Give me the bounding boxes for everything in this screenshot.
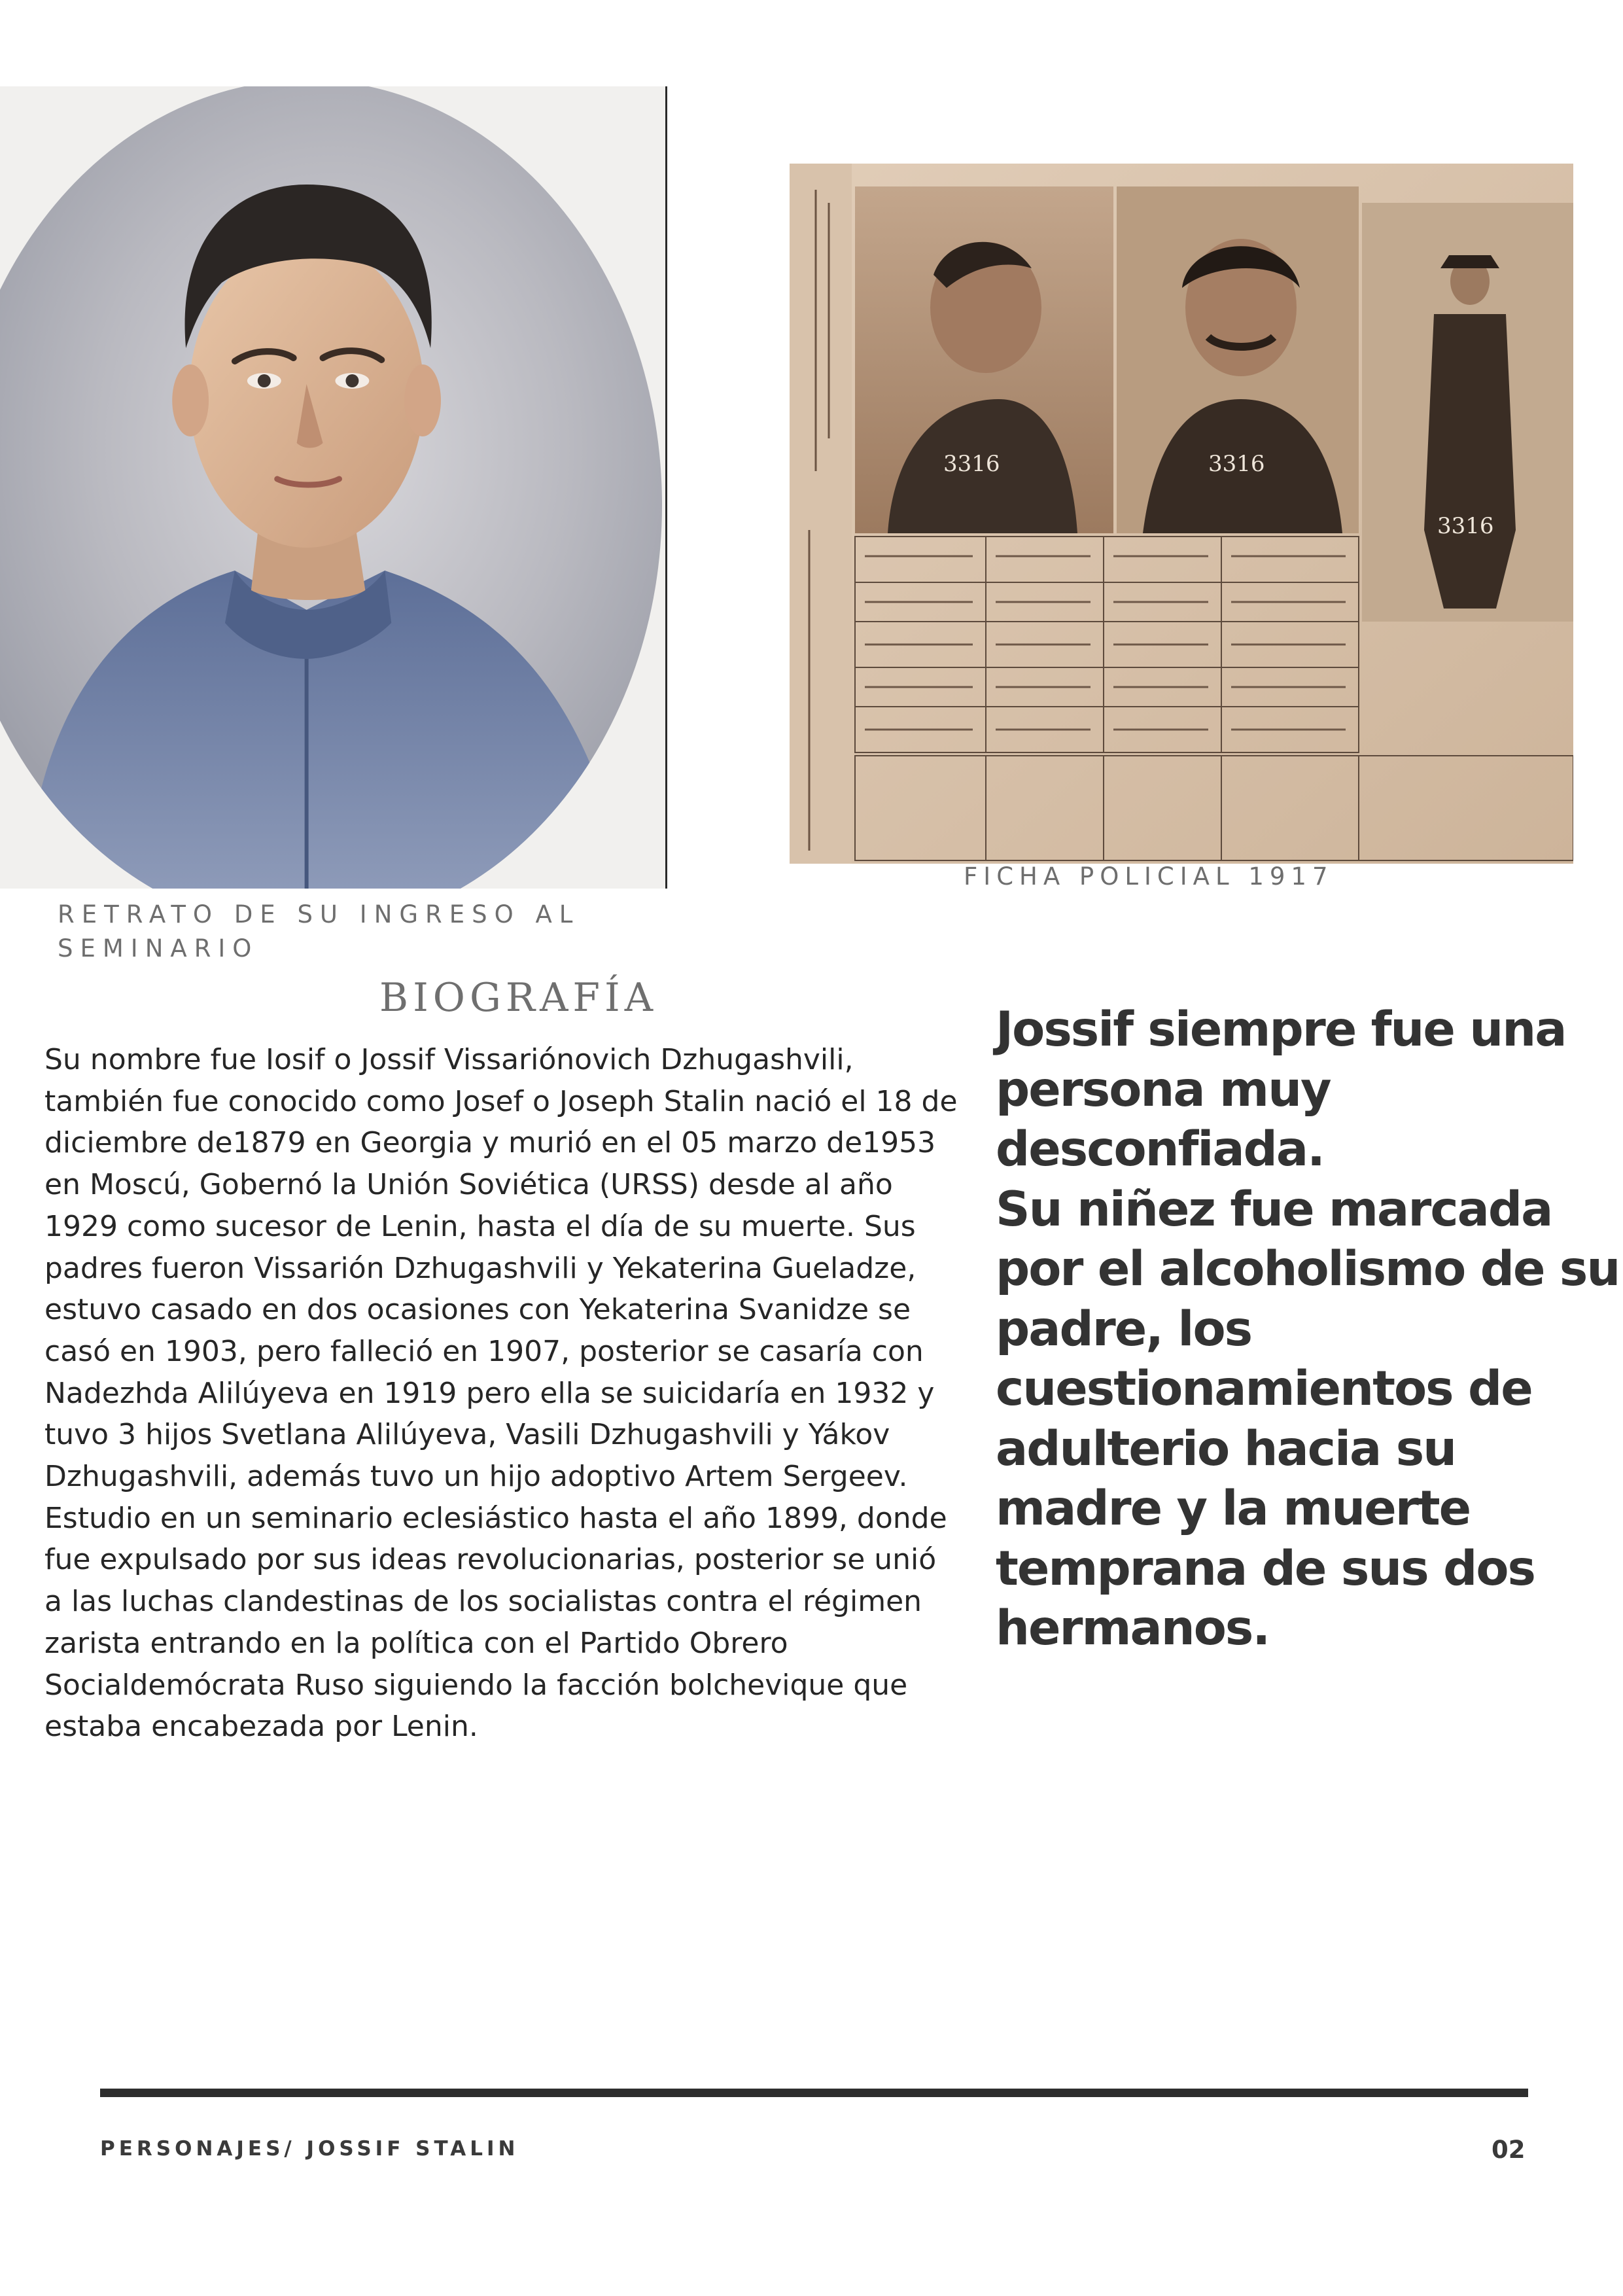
police-record-caption: FICHA POLICIAL 1917 [964,862,1334,891]
biography-text: Su nombre fue Iosif o Jossif Vissariónovich Dzhugashvili, también fue conocido como Josef o Joseph Stalin nació el 18 de diciembre de1879 en Georgia y murió en el 05 marzo de1953 en Moscú, Gobernó la Unión Soviética (URSS) desde al año 1929 como sucesor de Lenin, hasta el día de su muerte. Sus padres fueron Vissarión Dzhugashvili y Yekaterina Gueladze, estuvo casado en dos ocasiones con Yekaterina Svanidze se casó en 1903, pero falleció en 1907, posterior se casaría con Nadezhda Alilúyeva en 1919 pero ella se suicidaría en 1932 y tuvo 3 hijos Svetlana Alilúyeva, Vasili Dzhugashvili y Yákov Dzhugashvili, además tuvo un hijo adoptivo Artem Sergeev. Estudio en un seminario eclesiástico hasta el año 1899, donde fue expulsado por sus ideas revolucionarias, posterior se unió a las luchas clandestinas de los socialistas contra el régimen zarista entrando en la política con el Partido Obrero Socialdemócrata Ruso siguiendo la facción bolchevique que estaba encabezada por Lenin. [44,1043,958,1744]
police-number-label: 3316 [943,451,1000,477]
portrait-photo [0,86,667,889]
page-number: 02 [1492,2136,1526,2164]
police-number-label: 3316 [1437,513,1494,539]
pull-quote: Jossif siempre fue una persona muy desconfiada. Su niñez fue marcada por el alcoholismo de su padre, los cuestionamientos de adulterio hacia su madre y la muerte temprana de sus dos hermanos. [996,1002,1620,1656]
footer-section-label: PERSONAJES/ JOSSIF STALIN [100,2137,519,2161]
police-number-label: 3316 [1208,451,1265,477]
police-record-photo [790,164,1573,864]
footer-divider [100,2089,1528,2097]
biography-heading: BIOGRAFÍA [379,975,658,1021]
portrait-caption: RETRATO DE SU INGRESO AL SEMINARIO [58,900,580,963]
